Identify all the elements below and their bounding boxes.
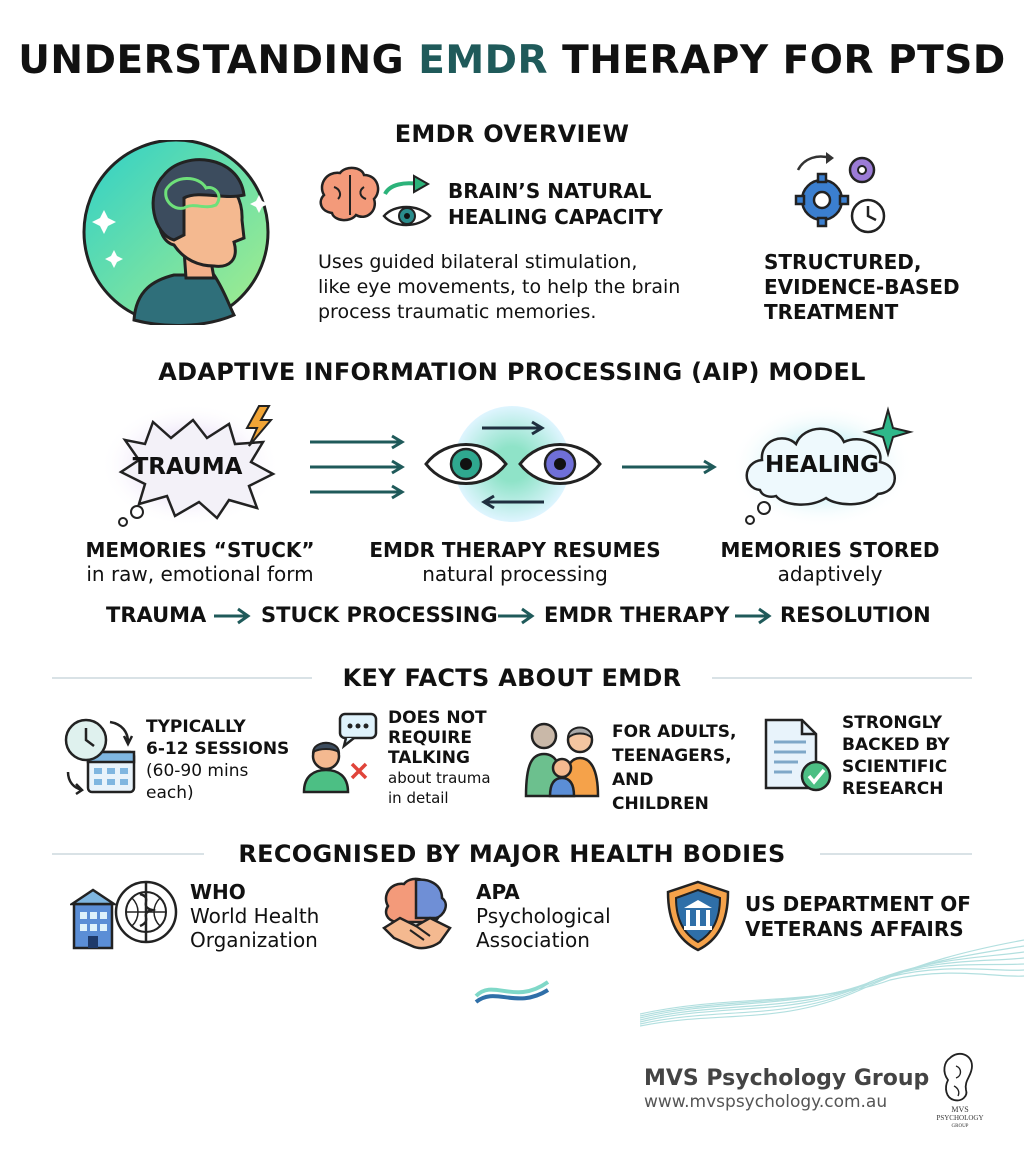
svg-text:MVS: MVS bbox=[951, 1105, 969, 1114]
apa-text: APA Psychological Association bbox=[476, 880, 611, 952]
flow-step-trauma: TRAUMA bbox=[106, 603, 207, 627]
flow-step-emdr: EMDR THERAPY bbox=[544, 603, 730, 627]
gears-clock-icon bbox=[790, 150, 890, 240]
page-title: UNDERSTANDING EMDR THERAPY FOR PTSD bbox=[18, 38, 1006, 83]
document-check-icon bbox=[762, 716, 834, 796]
mvs-logo-icon bbox=[928, 1050, 992, 1130]
flow-arrow-3 bbox=[733, 606, 773, 626]
head-profile-icon bbox=[74, 140, 279, 325]
flow-step-stuck: STUCK PROCESSING bbox=[261, 603, 498, 627]
trauma-label: TRAUMA bbox=[132, 454, 243, 480]
fact-sessions: TYPICALLY 6-12 SESSIONS (60-90 mins each) bbox=[146, 717, 290, 803]
overview-description: Uses guided bilateral stimulation, like eye movements, to help the brain process traumatic memories. bbox=[318, 251, 681, 323]
footer-org: MVS Psychology Group bbox=[644, 1066, 930, 1091]
single-arrow-icon bbox=[620, 458, 720, 476]
footer-url[interactable]: www.mvspsychology.com.au bbox=[644, 1092, 888, 1112]
flow-arrow-2 bbox=[496, 606, 536, 626]
wave-decoration bbox=[640, 930, 1024, 1030]
overview-heading: EMDR OVERVIEW bbox=[394, 120, 630, 148]
triple-arrow-icon bbox=[308, 434, 408, 500]
svg-text:GROUP: GROUP bbox=[951, 1124, 969, 1129]
bodies-heading: RECOGNISED BY MAJOR HEALTH BODIES bbox=[238, 840, 786, 868]
fact-research: STRONGLY BACKED BY SCIENTIFIC RESEARCH bbox=[842, 713, 950, 799]
who-emblem-icon bbox=[70, 876, 182, 952]
key-facts-heading: KEY FACTS ABOUT EMDR bbox=[342, 664, 682, 692]
structured-treatment: STRUCTURED, EVIDENCE-BASED TREATMENT bbox=[764, 250, 960, 324]
fact-no-talking: DOES NOT REQUIRE TALKING about trauma in detail bbox=[388, 708, 491, 807]
flow-arrow-1 bbox=[212, 606, 252, 626]
va-text: US DEPARTMENT OF VETERANS AFFAIRS bbox=[745, 892, 971, 941]
eye-arrow-icon bbox=[380, 172, 435, 232]
wave-icon-small bbox=[474, 976, 552, 1006]
apa-brain-handshake-icon bbox=[380, 876, 462, 952]
fact-ages: FOR ADULTS, TEENAGERS, AND CHILDREN bbox=[612, 722, 737, 814]
caption-resumes: EMDR THERAPY RESUMES natural processing bbox=[369, 538, 661, 586]
family-icon bbox=[522, 716, 604, 800]
person-speech-icon bbox=[300, 712, 380, 796]
caption-stuck: MEMORIES “STUCK” in raw, emotional form bbox=[85, 538, 315, 586]
aip-heading: ADAPTIVE INFORMATION PROCESSING (AIP) MODEL bbox=[158, 358, 866, 386]
brain-healing-heading: BRAIN’S NATURAL HEALING CAPACITY bbox=[448, 179, 663, 229]
caption-stored: MEMORIES STORED adaptively bbox=[720, 538, 940, 586]
flow-step-resolution: RESOLUTION bbox=[780, 603, 931, 627]
healing-label: HEALING bbox=[764, 452, 880, 478]
calendar-clock-icon bbox=[62, 716, 140, 798]
eyes-icon bbox=[420, 400, 605, 525]
who-text: WHO World Health Organization bbox=[190, 880, 320, 952]
title-accent: EMDR bbox=[418, 38, 549, 83]
brain-icon bbox=[316, 165, 384, 225]
svg-text:PSYCHOLOGY: PSYCHOLOGY bbox=[936, 1114, 984, 1122]
